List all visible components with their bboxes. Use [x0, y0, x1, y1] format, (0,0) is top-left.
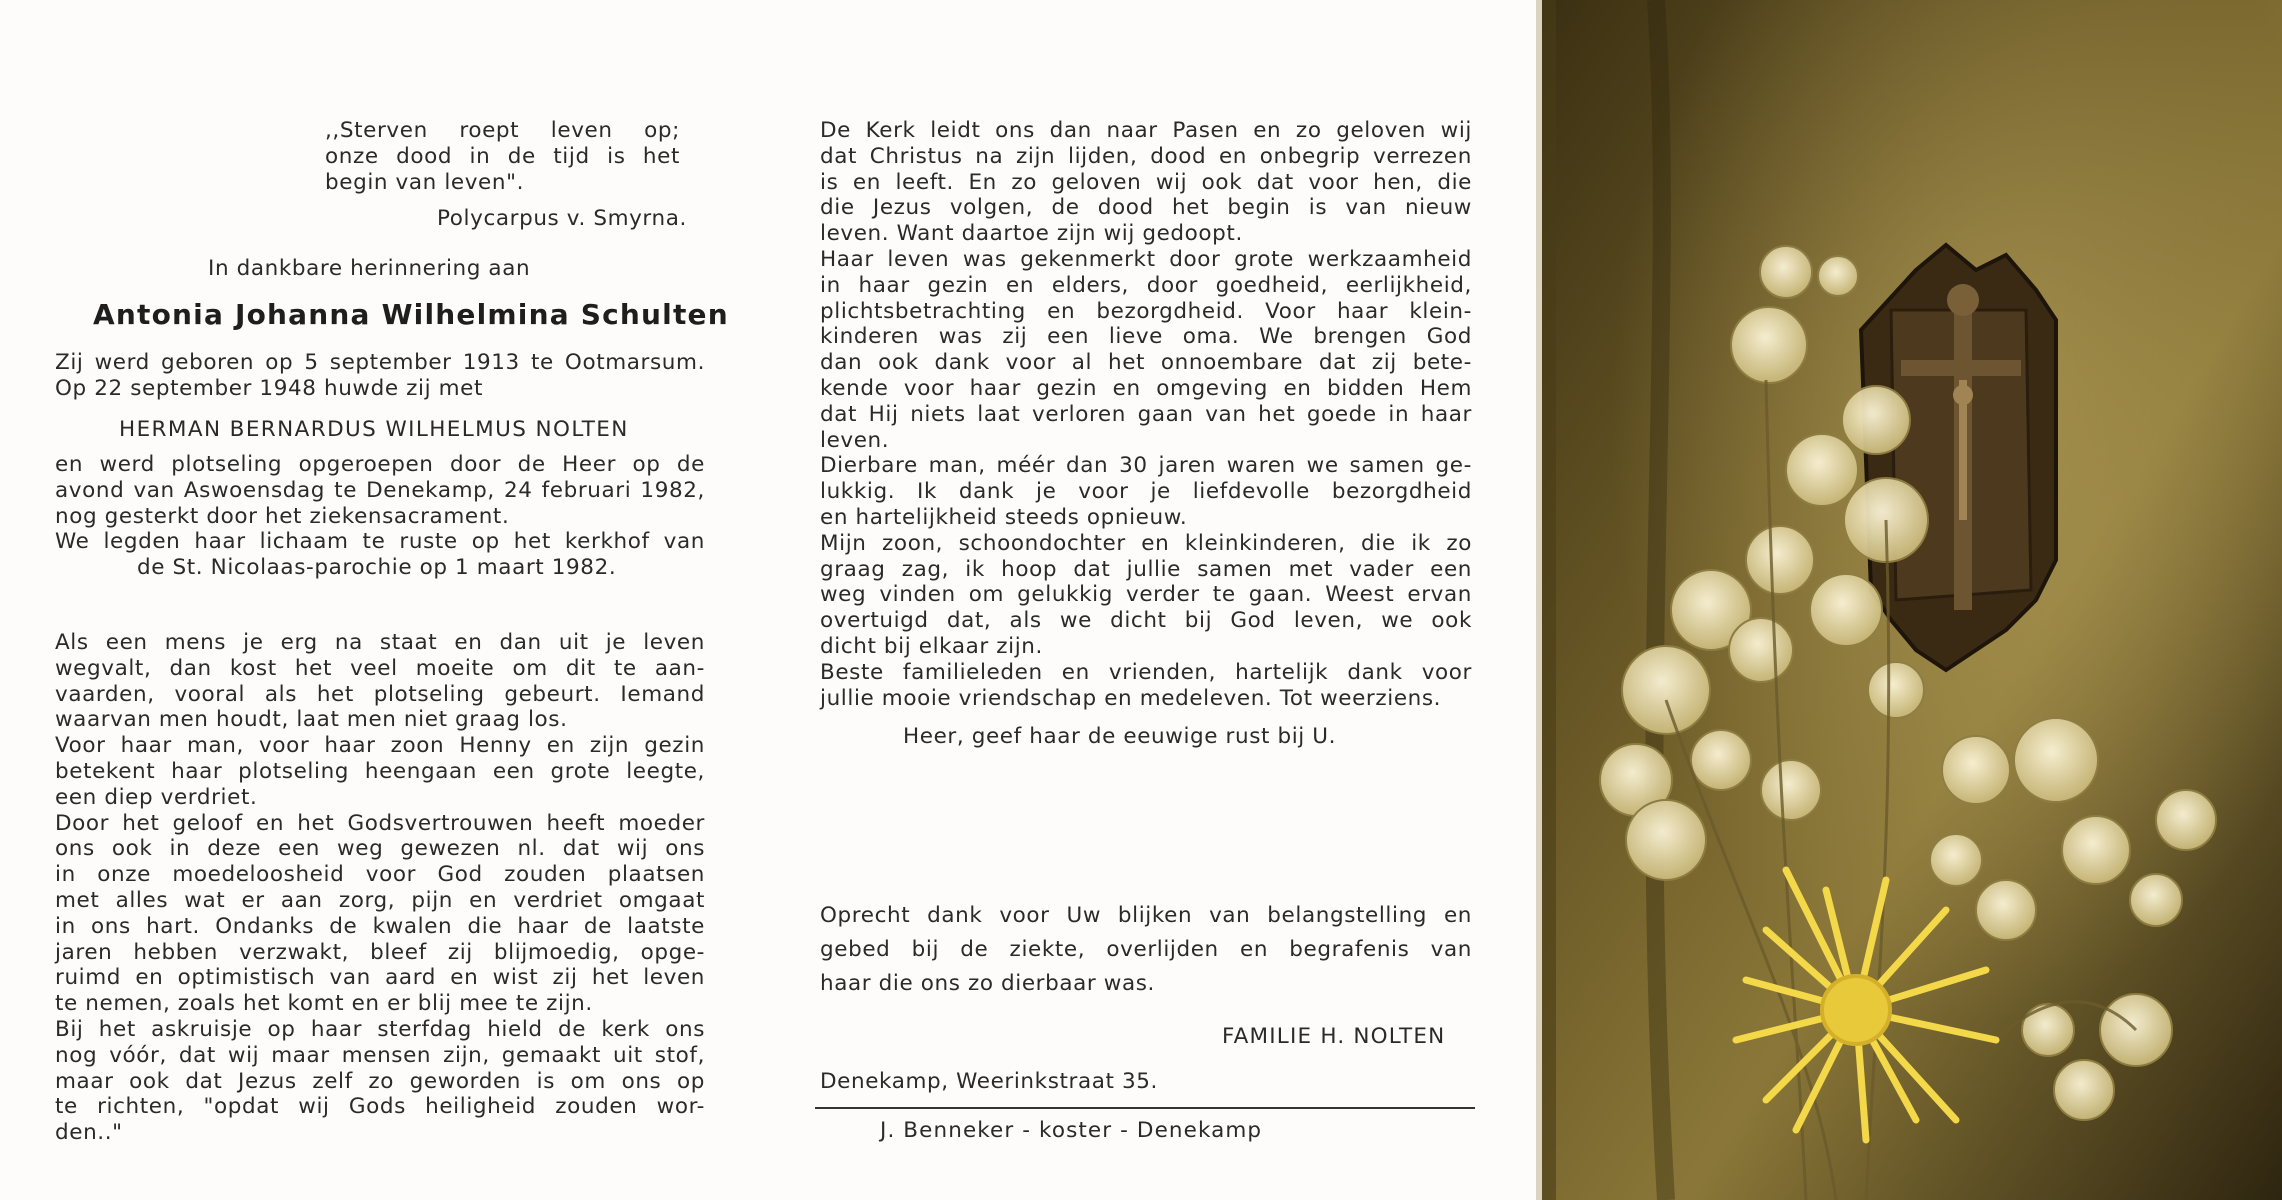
husband-name: HERMAN BERNARDUS WILHELMUS NOLTEN — [119, 417, 629, 442]
story-paragraph — [55, 630, 705, 1146]
quote-line: onze dood in de tijd is het — [325, 143, 680, 169]
thanks-line: gebed bij de ziekte, overlijden en begrafenis van — [820, 937, 1472, 962]
death-line: avond van Aswoensdag te Denekamp, 24 februari 1982, — [55, 477, 705, 503]
story-line: wegvalt, dan kost het veel moeite om dit te aan- — [55, 655, 705, 681]
divider — [815, 1107, 1475, 1109]
story-line: te richten, "opdat wij Gods heiligheid zouden wor- — [55, 1094, 705, 1120]
memory-intro: In dankbare herinnering aan — [208, 256, 531, 281]
quote-author: Polycarpus v. Smyrna. — [437, 206, 687, 231]
middle-line: De Kerk leidt ons dan naar Pasen en zo geloven wij — [820, 118, 1472, 143]
middle-line: Mijn zoon, schoondochter en kleinkinderen, die ik zo — [820, 530, 1472, 556]
story-line: ruimd en optimistisch van aard en wist zij het leven — [55, 965, 705, 991]
middle-line: kinderen was zij een lieve oma. We brengen God — [820, 324, 1472, 350]
opening-quote — [325, 118, 680, 195]
thanks-line: Oprecht dank voor Uw blijken van belangstelling en — [820, 903, 1472, 928]
middle-line: Beste familieleden en vrienden, hartelijk dank voor — [820, 659, 1472, 685]
family-signature: FAMILIE H. NOLTEN — [1222, 1024, 1446, 1049]
middle-line: in haar gezin en elders, door goedheid, eerlijkheid, — [820, 272, 1472, 298]
story-line: waarvan men houdt, laat men niet graag los. — [55, 707, 568, 733]
story-line: vaarden, vooral als het plotseling gebeurt. Iemand — [55, 681, 705, 707]
story-line: te nemen, zoals het komt en er blij mee te zijn. — [55, 991, 593, 1017]
middle-line: en hartelijkheid steeds opnieuw. — [820, 504, 1188, 530]
story-line: maar ook dat Jezus zelf zo geworden is om ons op — [55, 1068, 705, 1094]
middle-line: weg vinden om gelukkig verder te gaan. Weest ervan — [820, 582, 1472, 608]
middle-line: dan ook dank voor al het onnoembare dat zij bete- — [820, 350, 1472, 376]
story-line: in ons hart. Ondanks de kwalen die haar de laatste — [55, 913, 705, 939]
birth-info — [55, 350, 705, 402]
middle-paragraph — [820, 118, 1472, 711]
crucifix-icon — [1861, 245, 2056, 670]
story-line: Bij het askruisje op haar sterfdag hield de kerk ons — [55, 1016, 705, 1042]
story-line: betekent haar plotseling heengaan een grote leegte, — [55, 758, 705, 784]
death-line: nog gesterkt door het ziekensacrament. — [55, 503, 510, 529]
middle-line: jullie mooie vriendschap en medeleven. Tot weerziens. — [820, 685, 1442, 711]
story-line: den.." — [55, 1120, 123, 1146]
deceased-name: Antonia Johanna Wilhelmina Schulten — [93, 298, 729, 331]
middle-line: leven. Want daartoe zijn wij gedoopt. — [820, 221, 1243, 247]
birth-line: Op 22 september 1948 huwde zij met — [55, 375, 483, 401]
middle-line: overtuigd dat, als we dicht bij God leven, we ook — [820, 608, 1472, 634]
middle-line: kende voor haar gezin en omgeving en bidden Hem — [820, 375, 1472, 401]
death-info — [55, 452, 705, 581]
middle-line: lukkig. Ik dank je voor je liefdevolle bezorgdheid — [820, 479, 1472, 505]
address: Denekamp, Weerinkstraat 35. — [820, 1069, 1158, 1094]
middle-line: leven. — [820, 427, 890, 453]
devotional-photo — [1536, 0, 2282, 1200]
story-line: een diep verdriet. — [55, 784, 258, 810]
middle-line: Dierbare man, méér dan 30 jaren waren we samen ge- — [820, 453, 1472, 479]
story-line: nog vóór, dat wij maar mensen zijn, gemaakt uit stof, — [55, 1042, 705, 1068]
story-line: jaren hebben verzwakt, bleef zij blijmoedig, opge- — [55, 939, 705, 965]
middle-line: plichtsbetrachting en bezorgdheid. Voor haar klein- — [820, 298, 1472, 324]
printer-credit: J. Benneker - koster - Denekamp — [880, 1118, 1263, 1143]
middle-line: dat Christus na zijn lijden, dood en onbegrip verrezen — [820, 143, 1472, 169]
story-line: Als een mens je erg na staat en dan uit je leven — [55, 630, 705, 655]
middle-line: dicht bij elkaar zijn. — [820, 633, 1043, 659]
story-line: met alles wat er aan zorg, pijn en verdriet omgaat — [55, 887, 705, 913]
quote-line: ,,Sterven roept leven op; — [325, 118, 680, 143]
middle-line: Haar leven was gekenmerkt door grote werkzaamheid — [820, 246, 1472, 272]
middle-line: is en leeft. En zo geloven wij ook dat voor hen, die — [820, 169, 1472, 195]
story-line: Voor haar man, voor haar zoon Henny en zijn gezin — [55, 733, 705, 759]
middle-line: dat Hij niets laat verloren gaan van het goede in haar — [820, 401, 1472, 427]
death-line: de St. Nicolaas-parochie op 1 maart 1982. — [137, 555, 617, 581]
story-line: in onze moedeloosheid voor God zouden plaatsen — [55, 862, 705, 888]
middle-line: die Jezus volgen, de dood het begin is van nieuw — [820, 195, 1472, 221]
prayer-line: Heer, geef haar de eeuwige rust bij U. — [903, 724, 1337, 749]
thanks-line: haar die ons zo dierbaar was. — [820, 971, 1155, 996]
death-line: We legden haar lichaam te ruste op het kerkhof van — [55, 529, 705, 555]
thanks-paragraph — [820, 899, 1472, 1001]
birth-line: Zij werd geboren op 5 september 1913 te Ootmarsum. — [55, 350, 705, 375]
death-line: en werd plotseling opgeroepen door de Heer op de — [55, 452, 705, 477]
quote-line: begin van leven". — [325, 169, 525, 195]
story-line: Door het geloof en het Godsvertrouwen heeft moeder — [55, 810, 705, 836]
story-line: ons ook in deze een weg gewezen nl. dat wij ons — [55, 836, 705, 862]
middle-line: graag zag, ik hoop dat jullie samen met vader een — [820, 556, 1472, 582]
